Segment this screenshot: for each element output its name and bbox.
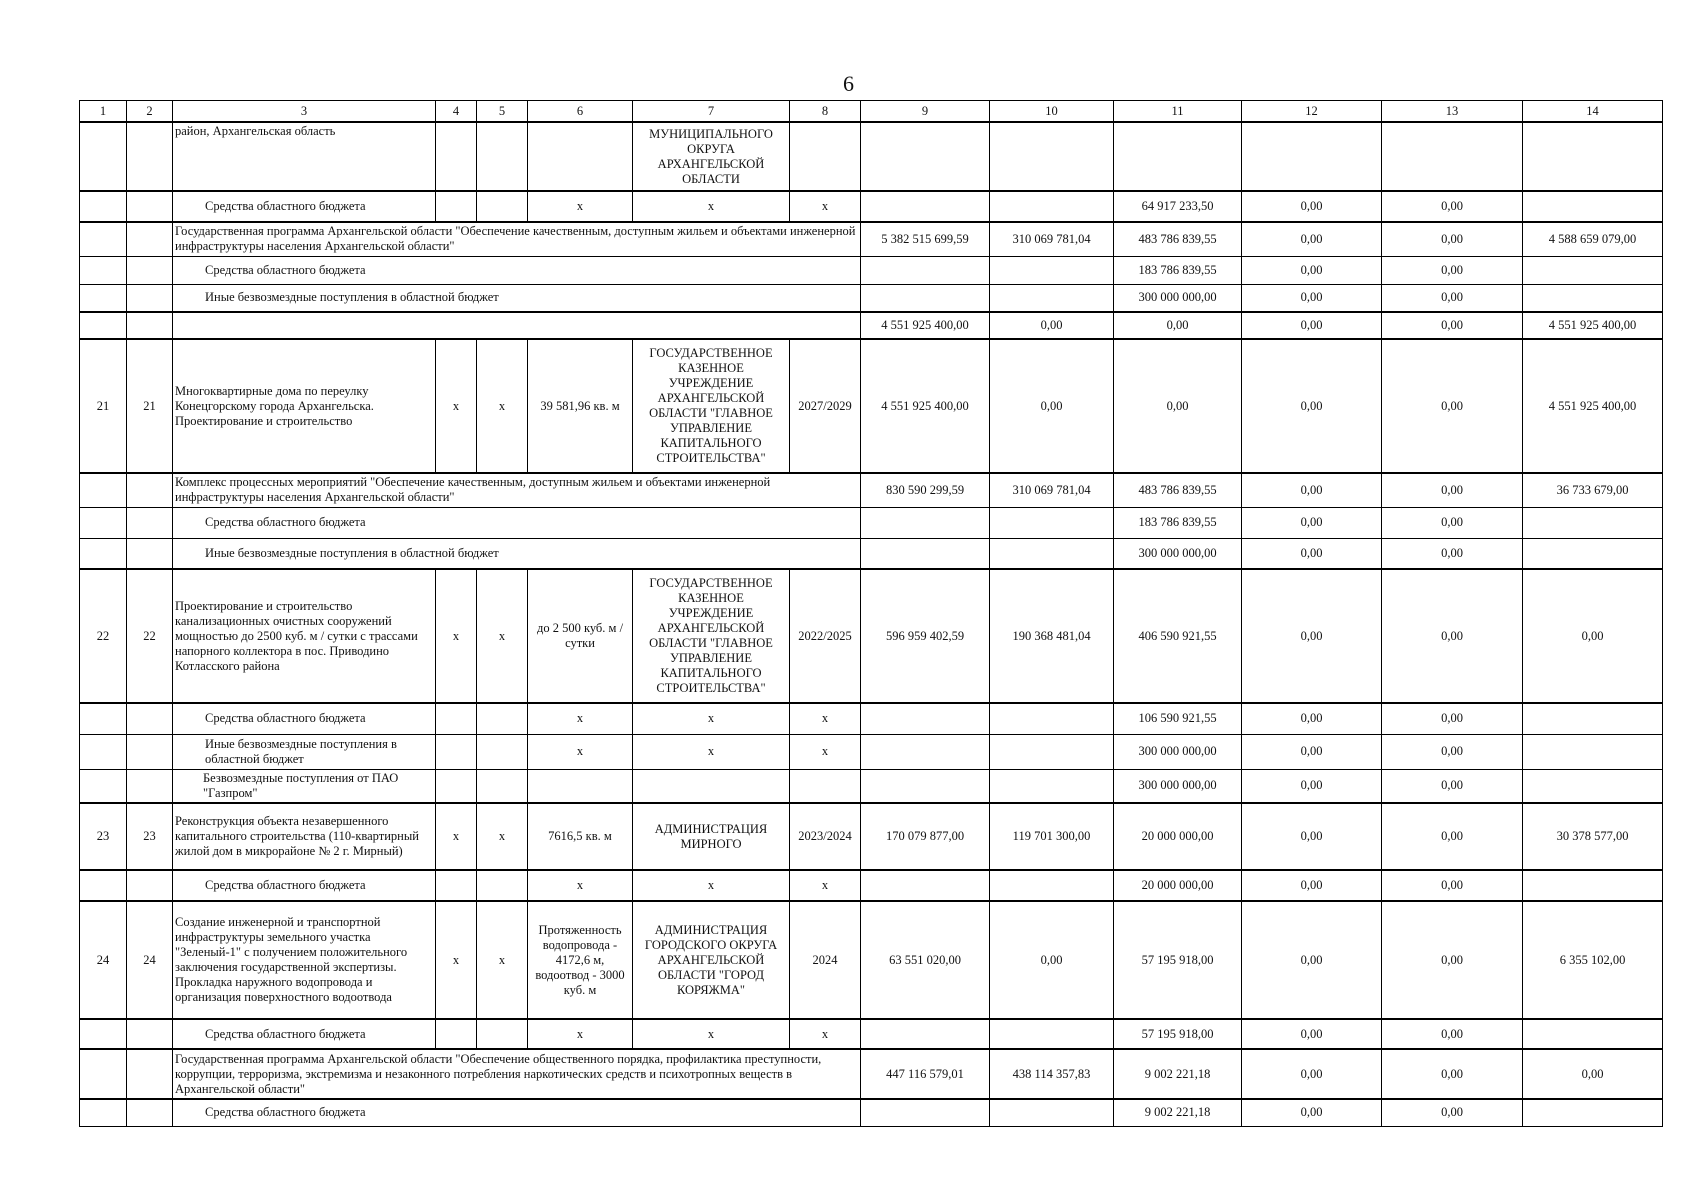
column-number-row — [80, 101, 1663, 123]
cell: х — [477, 803, 528, 870]
cell: х — [790, 870, 861, 901]
amount-cell: 0,00 — [990, 339, 1114, 473]
amount-cell: 596 959 402,59 — [861, 569, 990, 703]
cell: х — [633, 191, 790, 222]
funding-source-cell: Иные безвозмездные поступления в областной бюджет — [173, 538, 861, 569]
funding-source-cell: Иные безвозмездные поступления в областной бюджет — [173, 734, 436, 769]
table-row — [80, 284, 1663, 312]
amount-cell: 4 588 659 079,00 — [1523, 222, 1663, 256]
amount-cell: 0,00 — [1242, 538, 1382, 569]
amount-cell: 0,00 — [1382, 1099, 1523, 1126]
cell: х — [633, 703, 790, 734]
funding-source-cell: Средства областного бюджета — [173, 256, 861, 284]
table-row — [80, 339, 1663, 473]
cell: х — [477, 339, 528, 473]
amount-cell: 190 368 481,04 — [990, 569, 1114, 703]
amount-cell: 0,00 — [1382, 284, 1523, 312]
customer-cell: АДМИНИСТРАЦИЯ ГОРОДСКОГО ОКРУГА АРХАНГЕЛЬСКОЙ ОБЛАСТИ "ГОРОД КОРЯЖМА" — [633, 901, 790, 1019]
amount-cell: 4 551 925 400,00 — [861, 312, 990, 339]
table-row — [80, 312, 1663, 339]
table-row — [80, 1049, 1663, 1099]
table-row — [80, 703, 1663, 734]
customer-cell: ГОСУДАРСТВЕННОЕ КАЗЕННОЕ УЧРЕЖДЕНИЕ АРХАНГЕЛЬСКОЙ ОБЛАСТИ "ГЛАВНОЕ УПРАВЛЕНИЕ КАПИТАЛЬНОГО СТРОИТЕЛЬСТВА" — [633, 339, 790, 473]
cell: х — [633, 870, 790, 901]
amount-cell: 170 079 877,00 — [861, 803, 990, 870]
amount-cell: 6 355 102,00 — [1523, 901, 1663, 1019]
amount-cell: 0,00 — [1242, 507, 1382, 538]
cell: х — [436, 339, 477, 473]
funding-source-cell: Иные безвозмездные поступления в областной бюджет — [173, 284, 861, 312]
cell: х — [528, 870, 633, 901]
amount-cell: 0,00 — [1382, 870, 1523, 901]
amount-cell: 0,00 — [1242, 1099, 1382, 1126]
column-header: 12 — [1242, 101, 1382, 123]
amount-cell: 0,00 — [1382, 901, 1523, 1019]
amount-cell: 30 378 577,00 — [1523, 803, 1663, 870]
amount-cell: 0,00 — [1242, 1019, 1382, 1049]
amount-cell: 0,00 — [1382, 769, 1523, 803]
column-header: 4 — [436, 101, 477, 123]
cell: х — [633, 734, 790, 769]
table-row — [80, 191, 1663, 222]
amount-cell: 0,00 — [1382, 569, 1523, 703]
row-number-cell: 22 — [127, 569, 173, 703]
amount-cell: 5 382 515 699,59 — [861, 222, 990, 256]
funding-source-cell: Средства областного бюджета — [173, 191, 436, 222]
column-header: 5 — [477, 101, 528, 123]
amount-cell: 0,00 — [1114, 312, 1242, 339]
row-number-cell: 23 — [127, 803, 173, 870]
amount-cell: 0,00 — [1382, 803, 1523, 870]
amount-cell: 830 590 299,59 — [861, 473, 990, 507]
cell: х — [477, 569, 528, 703]
amount-cell: 0,00 — [1382, 339, 1523, 473]
amount-cell: 106 590 921,55 — [1114, 703, 1242, 734]
table-row — [80, 569, 1663, 703]
object-name-cell: Многоквартирные дома по переулку Конецгорскому города Архангельска. Проектирование и строительство — [173, 339, 436, 473]
column-header: 3 — [173, 101, 436, 123]
amount-cell: 300 000 000,00 — [1114, 734, 1242, 769]
amount-cell: 0,00 — [1242, 870, 1382, 901]
row-number-cell: 23 — [80, 803, 127, 870]
amount-cell: 4 551 925 400,00 — [1523, 312, 1663, 339]
amount-cell: 0,00 — [1382, 538, 1523, 569]
cell: х — [528, 703, 633, 734]
funding-source-cell: Средства областного бюджета — [173, 870, 436, 901]
cell: х — [528, 734, 633, 769]
amount-cell: 0,00 — [1242, 191, 1382, 222]
amount-cell: 183 786 839,55 — [1114, 256, 1242, 284]
capacity-cell: до 2 500 куб. м / сутки — [528, 569, 633, 703]
object-name-cell: Проектирование и строительство канализационных очистных сооружений мощностью до 2500 куб. м / сутки с трассами напорного коллектора в пос. Приводино Котласского района — [173, 569, 436, 703]
amount-cell: 310 069 781,04 — [990, 473, 1114, 507]
amount-cell: 0,00 — [1382, 256, 1523, 284]
column-header: 14 — [1523, 101, 1663, 123]
amount-cell: 0,00 — [1382, 473, 1523, 507]
cell: х — [528, 191, 633, 222]
table-row — [80, 901, 1663, 1019]
amount-cell: 0,00 — [1382, 1019, 1523, 1049]
table-row — [80, 769, 1663, 803]
cell: х — [436, 569, 477, 703]
table-row — [80, 734, 1663, 769]
period-cell: 2023/2024 — [790, 803, 861, 870]
amount-cell: 483 786 839,55 — [1114, 222, 1242, 256]
amount-cell: 57 195 918,00 — [1114, 901, 1242, 1019]
amount-cell: 0,00 — [1114, 339, 1242, 473]
cell: х — [790, 1019, 861, 1049]
table-row — [80, 473, 1663, 507]
amount-cell: 20 000 000,00 — [1114, 870, 1242, 901]
column-header: 6 — [528, 101, 633, 123]
amount-cell: 0,00 — [1242, 734, 1382, 769]
amount-cell: 0,00 — [1242, 222, 1382, 256]
object-name-cell: Создание инженерной и транспортной инфраструктуры земельного участка "Зеленый-1" с получением положительного заключения государственной экспертизы. Прокладка наружного водопровода и организация поверхностного водоотвода — [173, 901, 436, 1019]
amount-cell: 0,00 — [1382, 312, 1523, 339]
period-cell: 2022/2025 — [790, 569, 861, 703]
page-number: 6 — [843, 71, 854, 96]
cell: х — [633, 1019, 790, 1049]
amount-cell: 0,00 — [1242, 339, 1382, 473]
amount-cell: 300 000 000,00 — [1114, 769, 1242, 803]
table-row — [80, 1019, 1663, 1049]
capacity-cell: 7616,5 кв. м — [528, 803, 633, 870]
amount-cell: 4 551 925 400,00 — [1523, 339, 1663, 473]
period-cell: 2024 — [790, 901, 861, 1019]
column-header: 10 — [990, 101, 1114, 123]
amount-cell: 0,00 — [1242, 1049, 1382, 1099]
column-header: 8 — [790, 101, 861, 123]
funding-source-cell: Средства областного бюджета — [173, 703, 436, 734]
column-header: 7 — [633, 101, 790, 123]
table-row — [80, 507, 1663, 538]
program-title-cell: Государственная программа Архангельской области "Обеспечение общественного порядка, профилактика преступности, коррупции, терроризма, экстремизма и незаконного потребления наркотических средств и психотропных веществ в Архангельской области" — [173, 1049, 861, 1099]
amount-cell: 406 590 921,55 — [1114, 569, 1242, 703]
period-cell: 2027/2029 — [790, 339, 861, 473]
amount-cell: 0,00 — [1242, 284, 1382, 312]
capacity-cell: Протяженность водопровода - 4172,6 м, водоотвод - 3000 куб. м — [528, 901, 633, 1019]
amount-cell: 4 551 925 400,00 — [861, 339, 990, 473]
amount-cell: 0,00 — [1242, 901, 1382, 1019]
table-row — [80, 222, 1663, 256]
amount-cell: 63 551 020,00 — [861, 901, 990, 1019]
cell: х — [528, 1019, 633, 1049]
amount-cell: 0,00 — [1242, 769, 1382, 803]
cell: х — [790, 191, 861, 222]
amount-cell: 300 000 000,00 — [1114, 284, 1242, 312]
amount-cell: 36 733 679,00 — [1523, 473, 1663, 507]
amount-cell: 0,00 — [1382, 734, 1523, 769]
amount-cell: 0,00 — [1242, 569, 1382, 703]
cell: х — [436, 901, 477, 1019]
amount-cell: 0,00 — [1242, 703, 1382, 734]
amount-cell: 119 701 300,00 — [990, 803, 1114, 870]
amount-cell: 0,00 — [1242, 473, 1382, 507]
amount-cell: 0,00 — [1523, 569, 1663, 703]
amount-cell: 0,00 — [1523, 1049, 1663, 1099]
amount-cell: 0,00 — [1242, 256, 1382, 284]
row-number-cell: 24 — [127, 901, 173, 1019]
amount-cell: 438 114 357,83 — [990, 1049, 1114, 1099]
funding-source-cell: Средства областного бюджета — [173, 1019, 436, 1049]
amount-cell: 0,00 — [1382, 507, 1523, 538]
program-title-cell: Комплекс процессных мероприятий "Обеспечение качественным, доступным жильем и объектами инженерной инфраструктуры населения Архангельской области" — [173, 473, 861, 507]
capacity-cell: 39 581,96 кв. м — [528, 339, 633, 473]
customer-cell: АДМИНИСТРАЦИЯ МИРНОГО — [633, 803, 790, 870]
row-number-cell: 21 — [127, 339, 173, 473]
table-row — [80, 538, 1663, 569]
amount-cell: 0,00 — [990, 901, 1114, 1019]
customer-cell: ГОСУДАРСТВЕННОЕ КАЗЕННОЕ УЧРЕЖДЕНИЕ АРХАНГЕЛЬСКОЙ ОБЛАСТИ "ГЛАВНОЕ УПРАВЛЕНИЕ КАПИТАЛЬНОГО СТРОИТЕЛЬСТВА" — [633, 569, 790, 703]
amount-cell: 483 786 839,55 — [1114, 473, 1242, 507]
column-header: 13 — [1382, 101, 1523, 123]
funding-source-cell: Средства областного бюджета — [173, 1099, 861, 1126]
amount-cell: 0,00 — [990, 312, 1114, 339]
table-row — [80, 1099, 1663, 1126]
amount-cell: 0,00 — [1382, 1049, 1523, 1099]
program-title-cell: Государственная программа Архангельской области "Обеспечение качественным, доступным жильем и объектами инженерной инфраструктуры населения Архангельской области" — [173, 222, 861, 256]
table-row — [80, 122, 1663, 191]
object-name-cell: Реконструкция объекта незавершенного капитального строительства (110-квартирный жилой дом в микрорайоне № 2 г. Мирный) — [173, 803, 436, 870]
table-row — [80, 256, 1663, 284]
amount-cell: 183 786 839,55 — [1114, 507, 1242, 538]
amount-cell: 64 917 233,50 — [1114, 191, 1242, 222]
table-row — [80, 803, 1663, 870]
object-name-cell: район, Архангельская область — [173, 122, 436, 191]
amount-cell: 310 069 781,04 — [990, 222, 1114, 256]
column-header: 2 — [127, 101, 173, 123]
amount-cell: 0,00 — [1242, 803, 1382, 870]
column-header: 9 — [861, 101, 990, 123]
column-header: 1 — [80, 101, 127, 123]
row-number-cell: 24 — [80, 901, 127, 1019]
amount-cell: 57 195 918,00 — [1114, 1019, 1242, 1049]
amount-cell: 447 116 579,01 — [861, 1049, 990, 1099]
amount-cell: 0,00 — [1382, 703, 1523, 734]
amount-cell: 300 000 000,00 — [1114, 538, 1242, 569]
budget-table — [79, 100, 1663, 1127]
amount-cell: 20 000 000,00 — [1114, 803, 1242, 870]
amount-cell: 9 002 221,18 — [1114, 1049, 1242, 1099]
amount-cell: 0,00 — [1382, 191, 1523, 222]
column-header: 11 — [1114, 101, 1242, 123]
cell: х — [790, 703, 861, 734]
customer-cell: МУНИЦИПАЛЬНОГО ОКРУГА АРХАНГЕЛЬСКОЙ ОБЛАСТИ — [633, 122, 790, 191]
amount-cell: 9 002 221,18 — [1114, 1099, 1242, 1126]
row-number-cell: 22 — [80, 569, 127, 703]
table-row — [80, 870, 1663, 901]
cell: х — [790, 734, 861, 769]
funding-source-cell: Средства областного бюджета — [173, 507, 861, 538]
cell: х — [436, 803, 477, 870]
amount-cell: 0,00 — [1242, 312, 1382, 339]
amount-cell: 0,00 — [1382, 222, 1523, 256]
row-number-cell: 21 — [80, 339, 127, 473]
cell: х — [477, 901, 528, 1019]
funding-source-cell: Безвозмездные поступления от ПАО "Газпром" — [173, 769, 436, 803]
